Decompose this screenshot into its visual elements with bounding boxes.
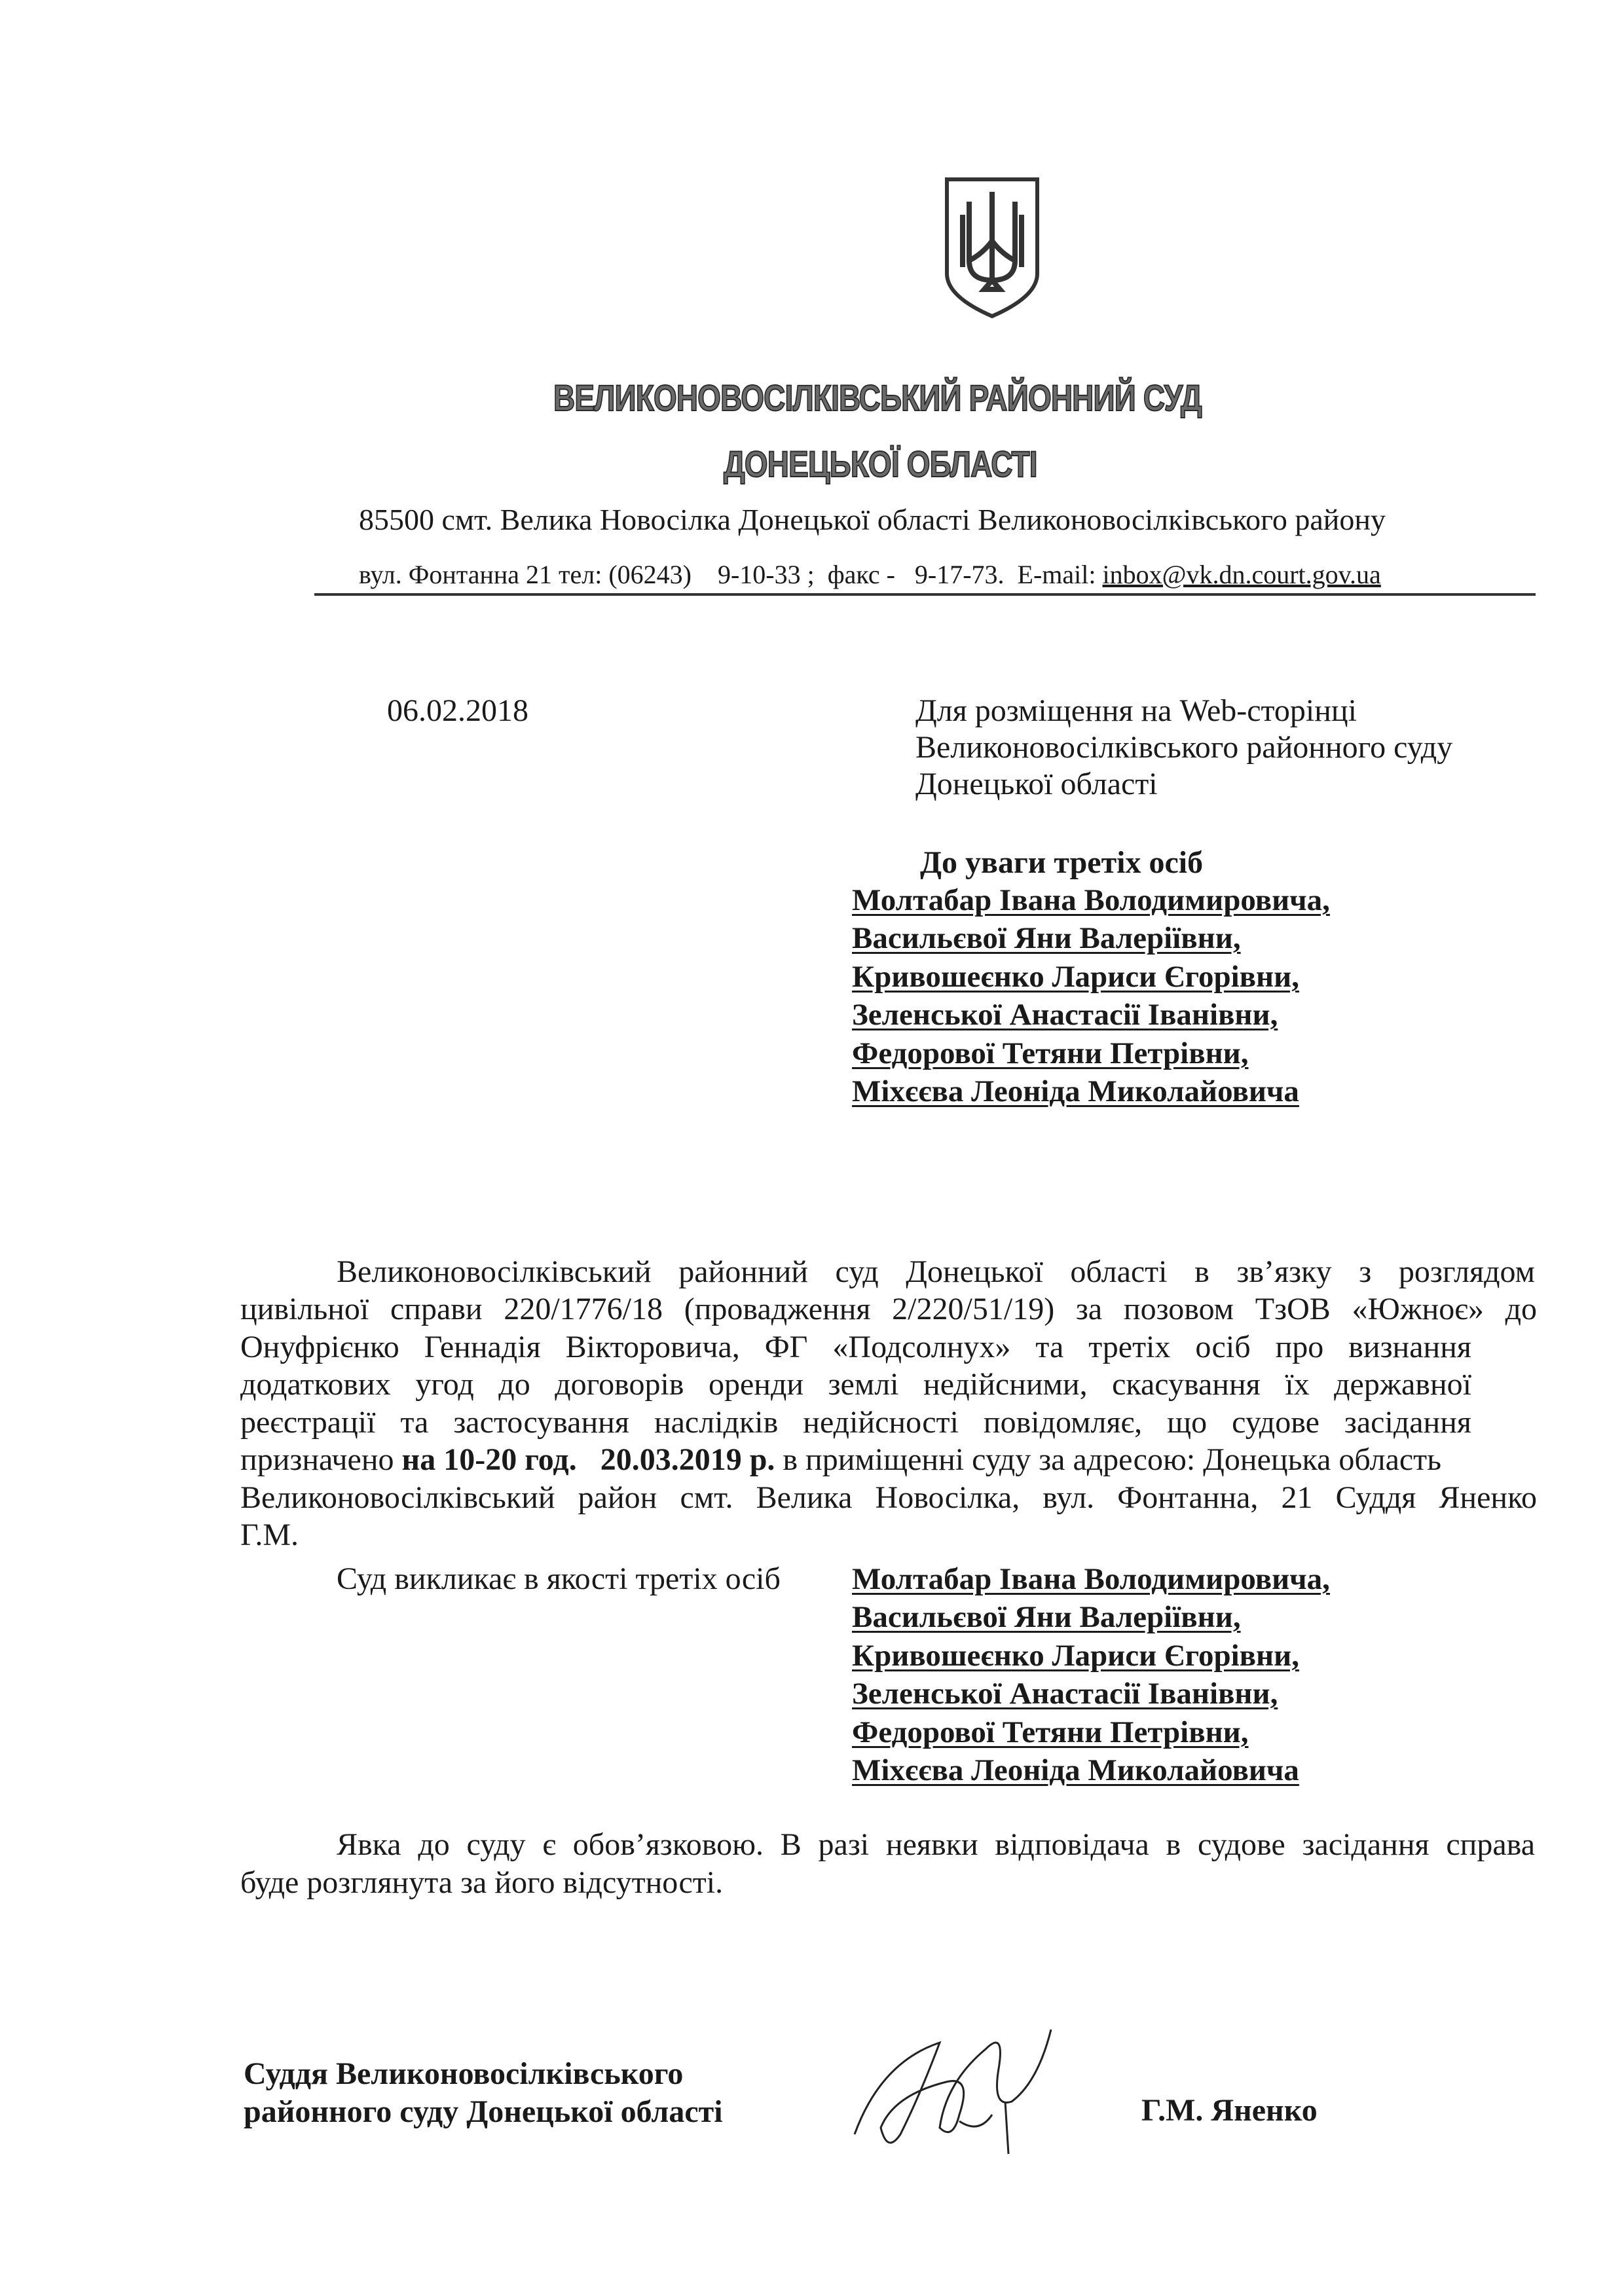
recipient-line: Великоновосілківського районного суду [915, 730, 1453, 765]
email-link[interactable]: inbox@vk.dn.court.gov.ua [1102, 560, 1381, 589]
handwritten-signature [841, 2003, 1064, 2160]
header-divider [314, 593, 1536, 596]
coat-of-arms-emblem [943, 175, 1041, 319]
court-name-line2: ДОНЕЦЬКОЇ ОБЛАСТІ [724, 443, 1037, 484]
summons-label: Суд викликає в якості третіх осіб [337, 1561, 781, 1596]
signatory-title: районного суду Донецької області [244, 2094, 723, 2129]
hearing-text: призначено [240, 1442, 402, 1477]
recipient-line: Для розміщення на Web-сторінці [915, 693, 1357, 728]
third-party-name: Васильєвої Яни Валеріївни, [852, 921, 1241, 955]
body-line: Великоновосілківський район смт. Велика Новосілка, вул. Фонтанна, 21 Суддя Яненко [240, 1480, 1537, 1515]
signatory-title: Суддя Великоновосілківського [244, 2056, 684, 2091]
attention-heading: До уваги третіх осіб [920, 845, 1204, 880]
letter-date: 06.02.2018 [387, 693, 528, 728]
third-party-name: Зеленської Анастасії Іванівни, [852, 998, 1278, 1032]
hearing-line [240, 1442, 1441, 1478]
summoned-name: Молтабар Івана Володимировича, [852, 1562, 1330, 1596]
body-line: додаткових угод до договорів оренди землі недійсними, скасування їх державної [240, 1367, 1471, 1402]
court-name-line1: ВЕЛИКОНОВОСІЛКІВСЬКИЙ РАЙОННИЙ СУД [553, 377, 1202, 418]
third-party-name: Федорової Тетяни Петрівни, [852, 1036, 1249, 1070]
hearing-text: в приміщенні суду за адресою: Донецька область [775, 1442, 1442, 1477]
body-line: цивільної справи 220/1776/18 (провадження 2/220/51/19) за позовом ТзОВ «Южноє» до [240, 1292, 1537, 1326]
third-party-name: Міхєєва Леоніда Миколайовича [852, 1074, 1299, 1108]
summoned-name: Федорової Тетяни Петрівни, [852, 1715, 1249, 1749]
court-contacts [359, 558, 1381, 592]
body-line: Великоновосілківський районний суд Донецької області в зв’язку з розглядом [337, 1254, 1535, 1289]
body-line: реєстрації та застосування наслідків недійсності повідомляє, що судове засідання [240, 1405, 1471, 1440]
third-party-name: Кривошеєнко Лариси Єгорівни, [852, 960, 1299, 994]
recipient-line: Донецької області [915, 767, 1158, 801]
summoned-name: Міхєєва Леоніда Миколайовича [852, 1753, 1299, 1787]
hearing-datetime: на 10-20 год. 20.03.2019 р. [401, 1442, 775, 1477]
court-address: 85500 смт. Велика Новосілка Донецької області Великоновосілківського району [359, 503, 1386, 536]
body-line: Онуфрієнко Геннадія Вікторовича, ФГ «Подсолнух» та третіх осіб про визнання [240, 1330, 1471, 1364]
attendance-line: Явка до суду є обов’язковою. В разі неявки відповідача в судове засідання справа [337, 1827, 1535, 1862]
attendance-line: буде розглянута за його відсутності. [240, 1865, 724, 1900]
contacts-text: вул. Фонтанна 21 тел: (06243) 9-10-33 ; факс - 9-17-73. E-mail: [359, 560, 1103, 589]
summoned-name: Кривошеєнко Лариси Єгорівни, [852, 1639, 1299, 1673]
signatory-name: Г.М. Яненко [1141, 2093, 1318, 2128]
summoned-name: Зеленської Анастасії Іванівни, [852, 1677, 1278, 1711]
summoned-name: Васильєвої Яни Валеріївни, [852, 1600, 1241, 1634]
third-party-name: Молтабар Івана Володимировича, [852, 883, 1330, 917]
body-line: Г.М. [240, 1518, 299, 1552]
